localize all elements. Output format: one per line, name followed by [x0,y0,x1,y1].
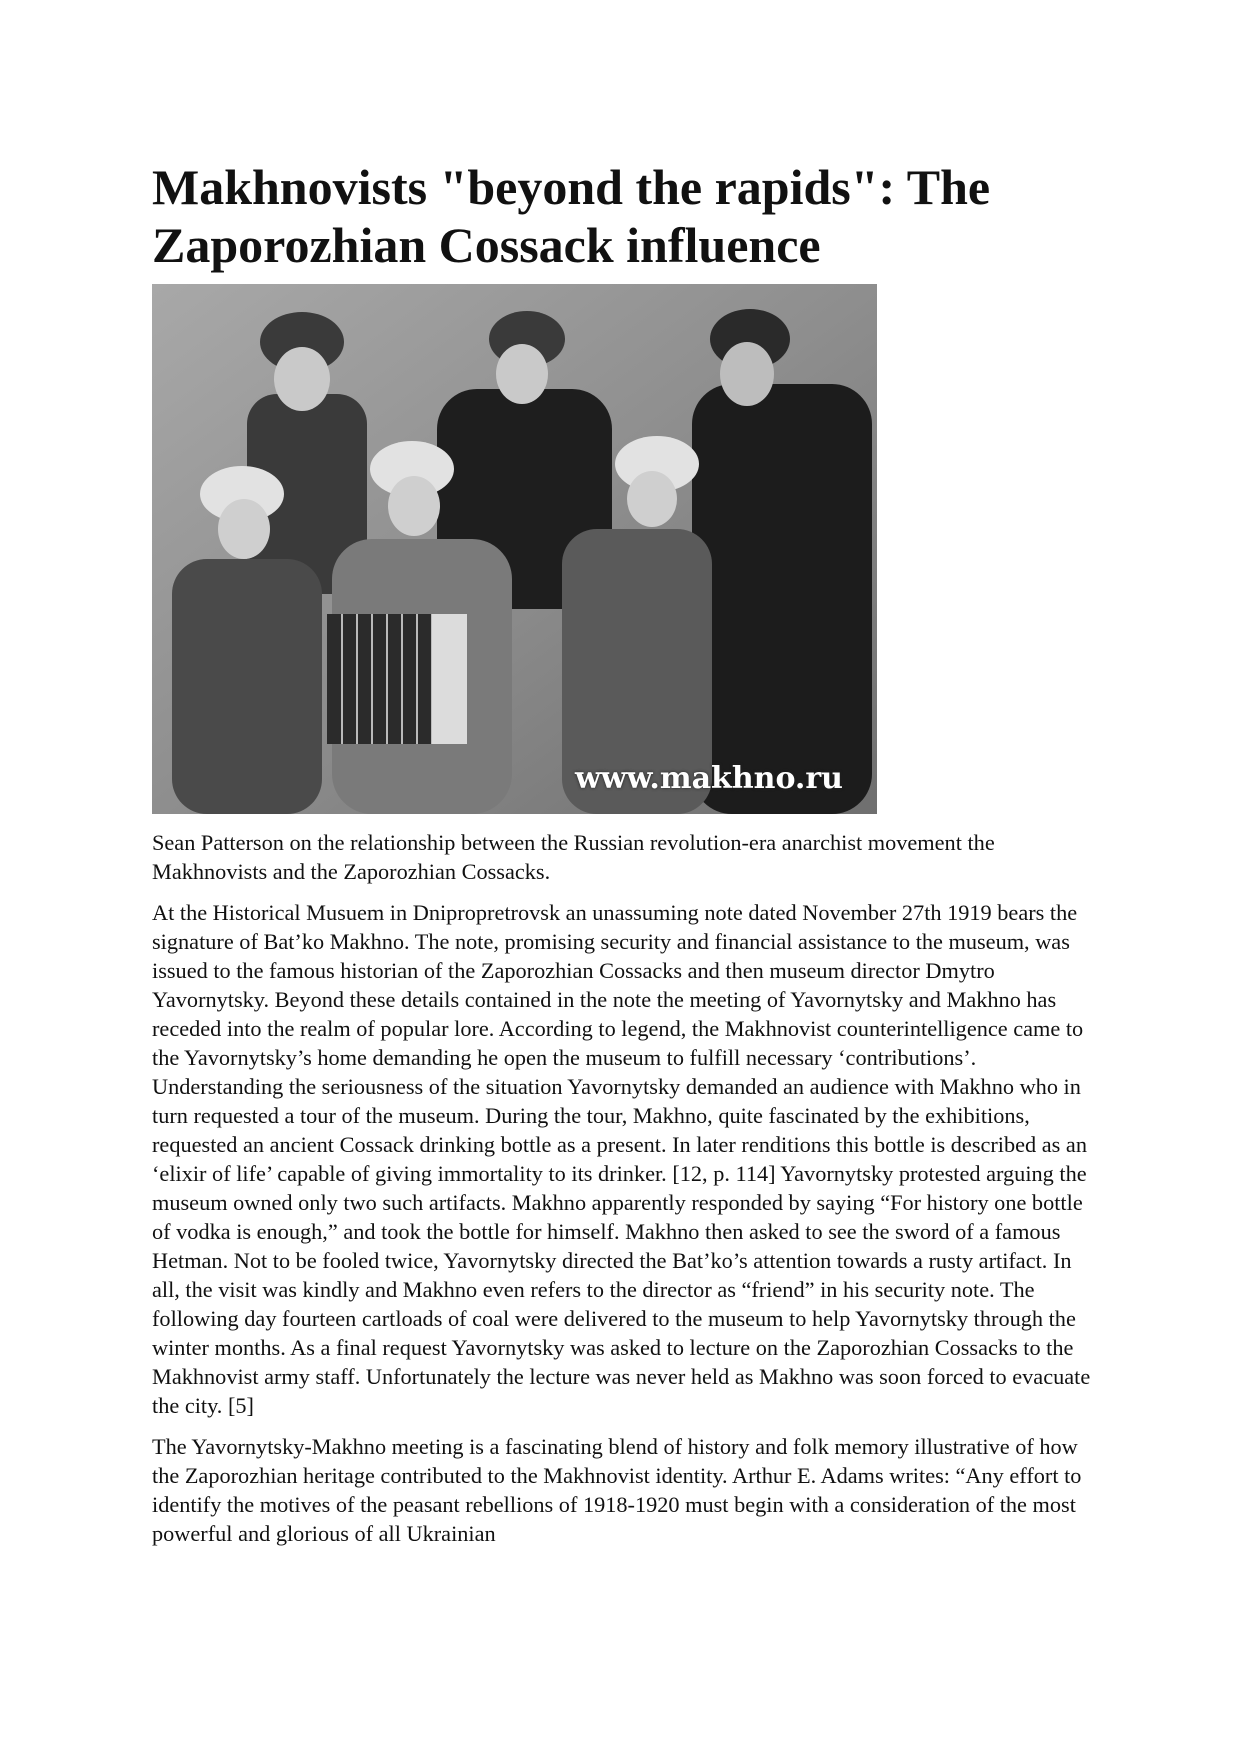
photo-watermark: www.makhno.ru [574,761,843,796]
group-photo-illustration [152,284,877,814]
article-paragraph: At the Historical Musuem in Dnipropretrovsk an unassuming note dated November 27th 1919 bears the signature of Bat’ko Makhno. The note, promising security and financial assistance to the museum, was issued to the famous historian of the Zaporozhian Cossacks and then museum director Dmytro Yavornytsky. Beyond these details contained in the note the meeting of Yavornytsky and Makhno has receded into the realm of popular lore. According to legend, the Makhnovist counterintelligence came to the Yavornytsky’s home demanding he open the museum to fulfill necessary ‘contributions’. Understanding the seriousness of the situation Yavornytsky demanded an audience with Makhno who in turn requested a tour of the museum. During the tour, Makhno, quite fascinated by the exhibitions, requested an ancient Cossack drinking bottle as a present. In later renditions this bottle is described as an ‘elixir of life’ capable of giving immortality to its drinker. [12, p. 114] Yavornytsky protested arguing the museum owned only two such artifacts. Makhno apparently responded by saying “For history one bottle of vodka is enough,” and took the bottle for himself. Makhno then asked to see the sword of a famous Hetman. Not to be fooled twice, Yavornytsky directed the Bat’ko’s attention towards a rusty artifact. In all, the visit was kindly and Makhno even refers to the director as “friend” in his security note. The following day fourteen cartloads of coal were delivered to the museum to help Yavornytsky through the winter months. As a final request Yavornytsky was asked to lecture on the Zaporozhian Cossacks to the Makhnovist army staff. Unfortunately the lecture was never held as Makhno was soon forced to evacuate the city. [5] [152,900,1091,1418]
article-lead: Sean Patterson on the relationship between the Russian revolution-era anarchist movement the Makhnovists and the Zaporozhian Cossacks. [152,830,995,884]
group-photo [152,284,877,814]
article [152,158,1102,1548]
article-paragraph: The Yavornytsky-Makhno meeting is a fascinating blend of history and folk memory illustrative of how the Zaporozhian heritage contributed to the Makhnovist identity. Arthur E. Adams writes: “Any effort to identify the motives of the peasant rebellions of 1918-1920 must begin with a consideration of the most powerful and glorious of all Ukrainian [152,1434,1082,1546]
article-title: Makhnovists "beyond the rapids": The Zaporozhian Cossack influence [152,159,991,273]
